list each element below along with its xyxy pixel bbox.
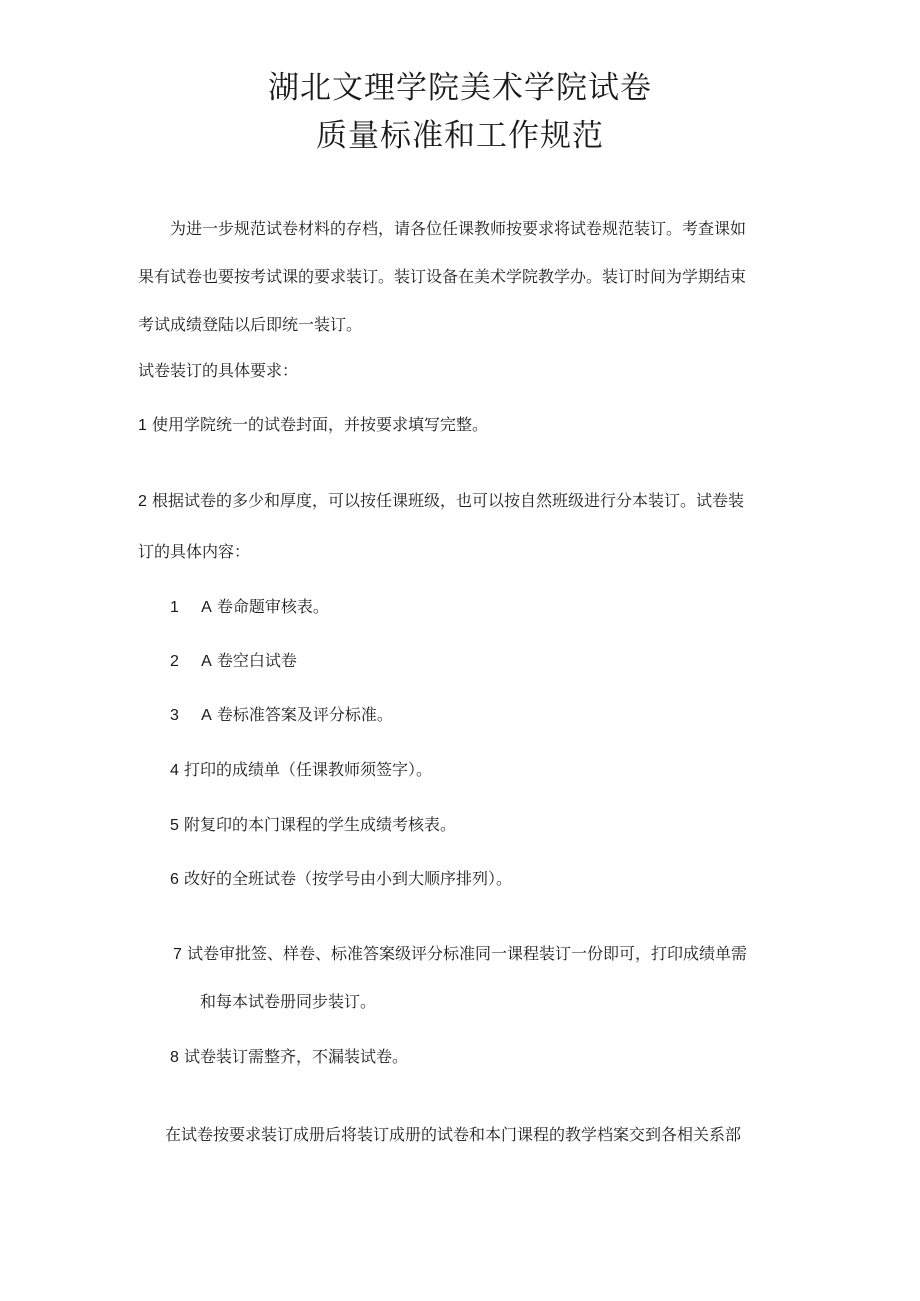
requirement-number: 1 xyxy=(138,417,147,434)
requirement-number: 2 xyxy=(138,493,147,510)
intro-line-1: 为进一步规范试卷材料的存档，请各位任课教师按要求将试卷规范装订。考查课如 xyxy=(170,219,747,238)
intro-line-3: 考试成绩登陆以后即统一装订。 xyxy=(138,315,363,334)
content-item-3 xyxy=(170,704,393,727)
closing-line: 在试卷按要求装订成册后将装订成册的试卷和本门课程的教学档案交到各相关系部 xyxy=(165,1125,742,1144)
content-item-7 xyxy=(173,943,747,966)
content-text: 附复印的本门课程的学生成绩考核表。 xyxy=(184,815,457,834)
content-item-8 xyxy=(170,1046,408,1069)
content-text: 卷命题审核表。 xyxy=(216,597,329,616)
content-number: 1 xyxy=(170,599,179,616)
document-title-line-1: 湖北文理学院美术学院试卷 xyxy=(268,70,652,106)
requirement-text: 使用学院统一的试卷封面，并按要求填写完整。 xyxy=(152,415,489,434)
content-text: 打印的成绩单（任课教师须签字）。 xyxy=(184,760,433,779)
requirements-heading: 试卷装订的具体要求： xyxy=(138,361,299,380)
requirement-item-2-continued: 订的具体内容： xyxy=(138,542,251,561)
content-item-1 xyxy=(170,596,329,619)
requirement-text: 根据试卷的多少和厚度，可以按任课班级，也可以按自然班级进行分本装订。试卷装 xyxy=(152,491,745,510)
content-item-7-continued: 和每本试卷册同步装订。 xyxy=(200,992,377,1011)
intro-line-2: 果有试卷也要按考试课的要求装订。装订设备在美术学院教学办。装订时间为学期结束 xyxy=(138,267,747,286)
content-text: 改好的全班试卷（按学号由小到大顺序排列）。 xyxy=(184,869,513,888)
content-text: 试卷审批签、样卷、标准答案级评分标准同一课程装订一份即可，打印成绩单需 xyxy=(187,944,748,963)
content-label: A xyxy=(201,707,212,724)
content-text: 卷标准答案及评分标准。 xyxy=(216,705,393,724)
content-text: 试卷装订需整齐，不漏装试卷。 xyxy=(184,1047,409,1066)
content-label: A xyxy=(201,599,212,616)
content-number: 8 xyxy=(170,1049,179,1066)
content-item-2 xyxy=(170,650,297,673)
content-number: 6 xyxy=(170,871,179,888)
content-number: 5 xyxy=(170,817,179,834)
content-text: 卷空白试卷 xyxy=(216,651,297,670)
content-label: A xyxy=(201,653,212,670)
content-number: 7 xyxy=(173,946,182,963)
content-item-6 xyxy=(170,868,512,891)
requirement-item-1 xyxy=(138,414,488,437)
content-item-5 xyxy=(170,814,456,837)
content-number: 4 xyxy=(170,762,179,779)
content-number: 2 xyxy=(170,653,179,670)
document-title-line-2: 质量标准和工作规范 xyxy=(316,118,604,154)
requirement-item-2 xyxy=(138,490,744,513)
content-number: 3 xyxy=(170,707,179,724)
content-item-4 xyxy=(170,759,432,782)
